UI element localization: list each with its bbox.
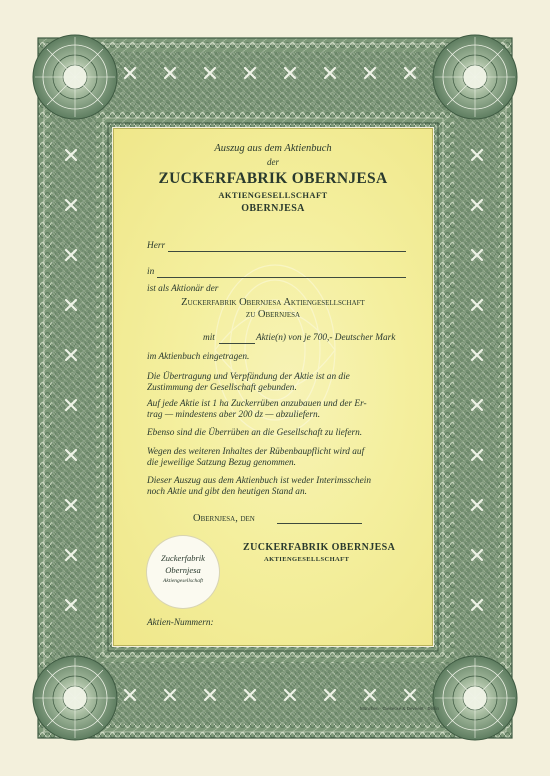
company-type-title: AKTIENGESELLSCHAFT xyxy=(218,190,328,200)
in-line[interactable] xyxy=(157,277,406,278)
para3: Ebenso sind die Überrüben an die Gesellschaft zu liefern. xyxy=(147,428,363,438)
aktien-nummern-label: Aktien-Nummern: xyxy=(147,618,214,628)
company-seal xyxy=(147,536,219,608)
para1-line2: Zustimmung der Gesellschaft gebunden. xyxy=(147,383,297,393)
mit-label: mit xyxy=(203,333,215,343)
para4-line2: die jeweilige Satzung Bezug genommen. xyxy=(147,458,296,468)
para1-line1: Die Übertragung und Verpfändung der Aktie ist an die xyxy=(147,372,350,382)
aktien-text: Aktie(n) von je 700,- Deutscher Mark xyxy=(256,333,396,343)
in-label: in xyxy=(147,267,155,277)
company-name-title: ZUCKERFABRIK OBERNJESA xyxy=(158,170,388,187)
para5-line2: noch Aktie und gibt den heutigen Stand an. xyxy=(147,487,307,497)
herr-line[interactable] xyxy=(168,251,406,252)
para4-line1: Wegen des weiteren Inhaltes der Rübenbaupflicht wird auf xyxy=(147,447,365,457)
place-date-label: Obernjesa, den xyxy=(193,513,255,524)
signature-type: AKTIENGESELLSCHAFT xyxy=(264,556,350,563)
para2-line1: Auf jede Aktie ist 1 ha Zuckerrüben anzubauen und der Er- xyxy=(147,399,367,409)
heading-auszug: Auszug aus dem Aktienbuch xyxy=(214,143,332,154)
seal-line3: Aktiengesellschaft xyxy=(162,578,203,584)
seal-line1: Zuckerfabrik xyxy=(161,553,205,563)
herr-label: Herr xyxy=(147,241,166,251)
company-city-title: OBERNJESA xyxy=(241,203,305,214)
printer-credit: München · Giesecke & Devrient · Berlin xyxy=(360,706,440,711)
aktien-count-line[interactable] xyxy=(219,343,255,344)
date-line[interactable] xyxy=(277,523,362,524)
company-full-line2: zu Obernjesa xyxy=(245,309,301,320)
signature-company: ZUCKERFABRIK OBERNJESA xyxy=(243,542,396,553)
company-full-line1: Zuckerfabrik Obernjesa Aktiengesellschaft xyxy=(181,297,365,308)
para2-line2: trag — mindestens aber 200 dz — abzuliefern. xyxy=(147,410,321,420)
para5-line1: Dieser Auszug aus dem Aktienbuch ist weder Interimsschein xyxy=(147,476,372,486)
aktionaer-text: ist als Aktionär der xyxy=(147,284,219,294)
seal-line2: Obernjesa xyxy=(165,565,201,575)
heading-der: der xyxy=(267,157,279,167)
eingetragen-text: im Aktienbuch eingetragen. xyxy=(147,352,250,362)
